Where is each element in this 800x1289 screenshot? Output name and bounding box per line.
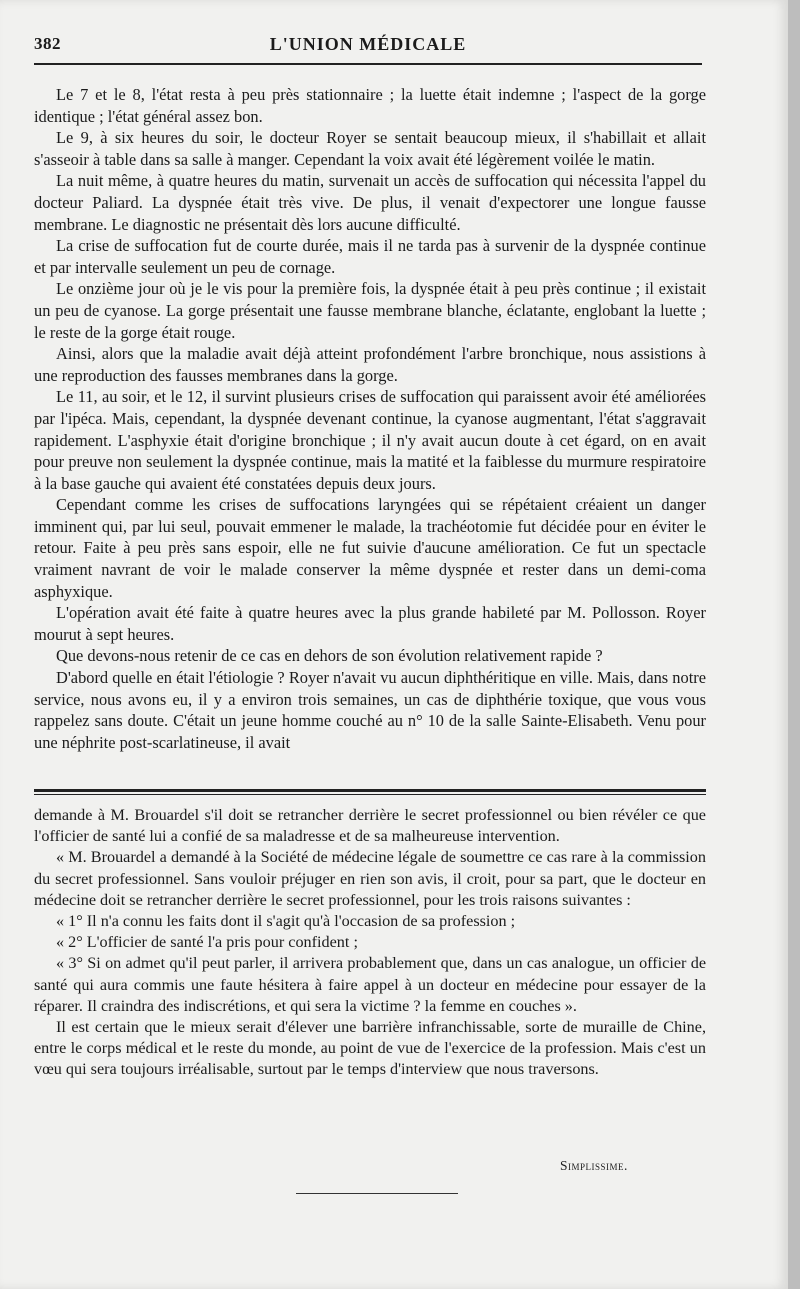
section-divider-thick [34,789,706,792]
paragraph: Le 7 et le 8, l'état resta à peu près stationnaire ; la luette était indemne ; l'aspect de la gorge identique ; l'état général assez bon. [34,85,706,126]
paragraph: Le 11, au soir, et le 12, il survint plusieurs crises de suffocation qui paraissent avoir été améliorées par l'ipéca. Mais, cependant, la dyspnée devenant continue, la cyanose augmentant, l'état s'aggravait rapidement. L'asphyxie était d'origine bronchique ; il n'y avait aucun doute à cet égard, on en avait pour preuve non seulement la dyspnée continue, mais la matité et la faiblesse du murmure respiratoire à la base gauche qui avaient été constatées depuis deux jours. [34,387,706,493]
end-rule [296,1193,458,1194]
running-title: L'UNION MÉDICALE [269,34,467,54]
section-divider-thin [34,794,706,795]
paragraph: L'opération avait été faite à quatre heures avec la plus grande habileté par M. Pollosson. Royer mourut à sept heures. [34,603,706,644]
page-header [34,34,702,60]
paragraph: « 1° Il n'a connu les faits dont il s'agit qu'à l'occasion de sa profession ; [56,912,516,931]
paragraph: Que devons-nous retenir de ce cas en dehors de son évolution relativement rapide ? [56,646,603,666]
paragraph: « 2° L'officier de santé l'a pris pour confident ; [56,933,358,952]
paragraph: Il est certain que le mieux serait d'élever une barrière infranchissable, sorte de muraille de Chine, entre le corps médical et le reste du monde, au point de vue de l'exercice de la profession. Mais c'est un vœu qui sera toujours irréalisable, surtout par le temps d'interview que nous traversons. [34,1018,706,1079]
paragraph: demande à M. Brouardel s'il doit se retrancher derrière le secret professionnel ou bien révéler ce que l'officier de santé lui a confié de sa maladresse et de sa malheureuse intervention. [34,806,706,846]
paragraph: Le 9, à six heures du soir, le docteur Royer se sentait beaucoup mieux, il s'habillait et allait s'asseoir à table dans sa salle à manger. Cependant la voix avait été légèrement voilée le matin. [34,128,706,169]
paragraph: La crise de suffocation fut de courte durée, mais il ne tarda pas à survenir de la dyspnée continue et par intervalle seulement un peu de cornage. [34,236,706,277]
header-rule [34,63,702,65]
page-number: 382 [34,34,61,53]
paragraph: D'abord quelle en était l'étiologie ? Royer n'avait vu aucun diphthéritique en ville. Mais, dans notre service, nous avons eu, il y a environ trois semaines, un cas de diphthérie toxique, que vous vous rappelez sans doute. C'était un jeune homme couché au n° 10 de la salle Sainte-Elisabeth. Venu pour une néphrite post-scarlatineuse, il avait [34,668,706,752]
paragraph: Cependant comme les crises de suffocations laryngées qui se répétaient créaient un danger imminent qui, par lui seul, pouvait emmener le malade, la trachéotomie fut décidée pour en éviter le retour. Faite à peu près sans espoir, elle ne fut suivie d'aucune amélioration. Ce fut un spectacle vraiment navrant de voir le malade conserver la même dyspnée et rester dans un demi-coma asphyxique. [34,495,706,601]
lower-column-text [34,805,706,1081]
paragraph: Ainsi, alors que la maladie avait déjà atteint profondément l'arbre bronchique, nous assistions à une reproduction des fausses membranes dans la gorge. [34,344,706,385]
paragraph: « M. Brouardel a demandé à la Société de médecine légale de soumettre ce cas rare à la commission du secret professionnel. Sans vouloir préjuger en rien son avis, il croit, pour sa part, que le docteur en médecine doit se retrancher derrière le secret professionnel, pour les trois raisons suivantes : [34,848,706,909]
paragraph: La nuit même, à quatre heures du matin, survenait un accès de suffocation qui nécessita l'appel du docteur Paliard. La dyspnée était très vive. De plus, il venait d'expectorer une longue fausse membrane. Le diagnostic ne présentait dès lors aucune difficulté. [34,171,706,234]
page-gutter [788,0,800,1289]
paragraph: « 3° Si on admet qu'il peut parler, il arrivera probablement que, dans un cas analogue, un officier de santé qui aura commis une faute hésitera à faire appel à un docteur en médecine pour essayer de la réparer. Il craindra des indiscrétions, et qui sera la victime ? la femme en couches ». [34,954,706,1015]
paragraph: Le onzième jour où je le vis pour la première fois, la dyspnée était à peu près continue ; il existait un peu de cyanose. La gorge présentait une fausse membrane blanche, éclatante, englobant la luette ; le reste de la gorge était rouge. [34,279,706,342]
main-article-text [34,84,706,753]
author-signature: Simplissime. [560,1158,628,1173]
